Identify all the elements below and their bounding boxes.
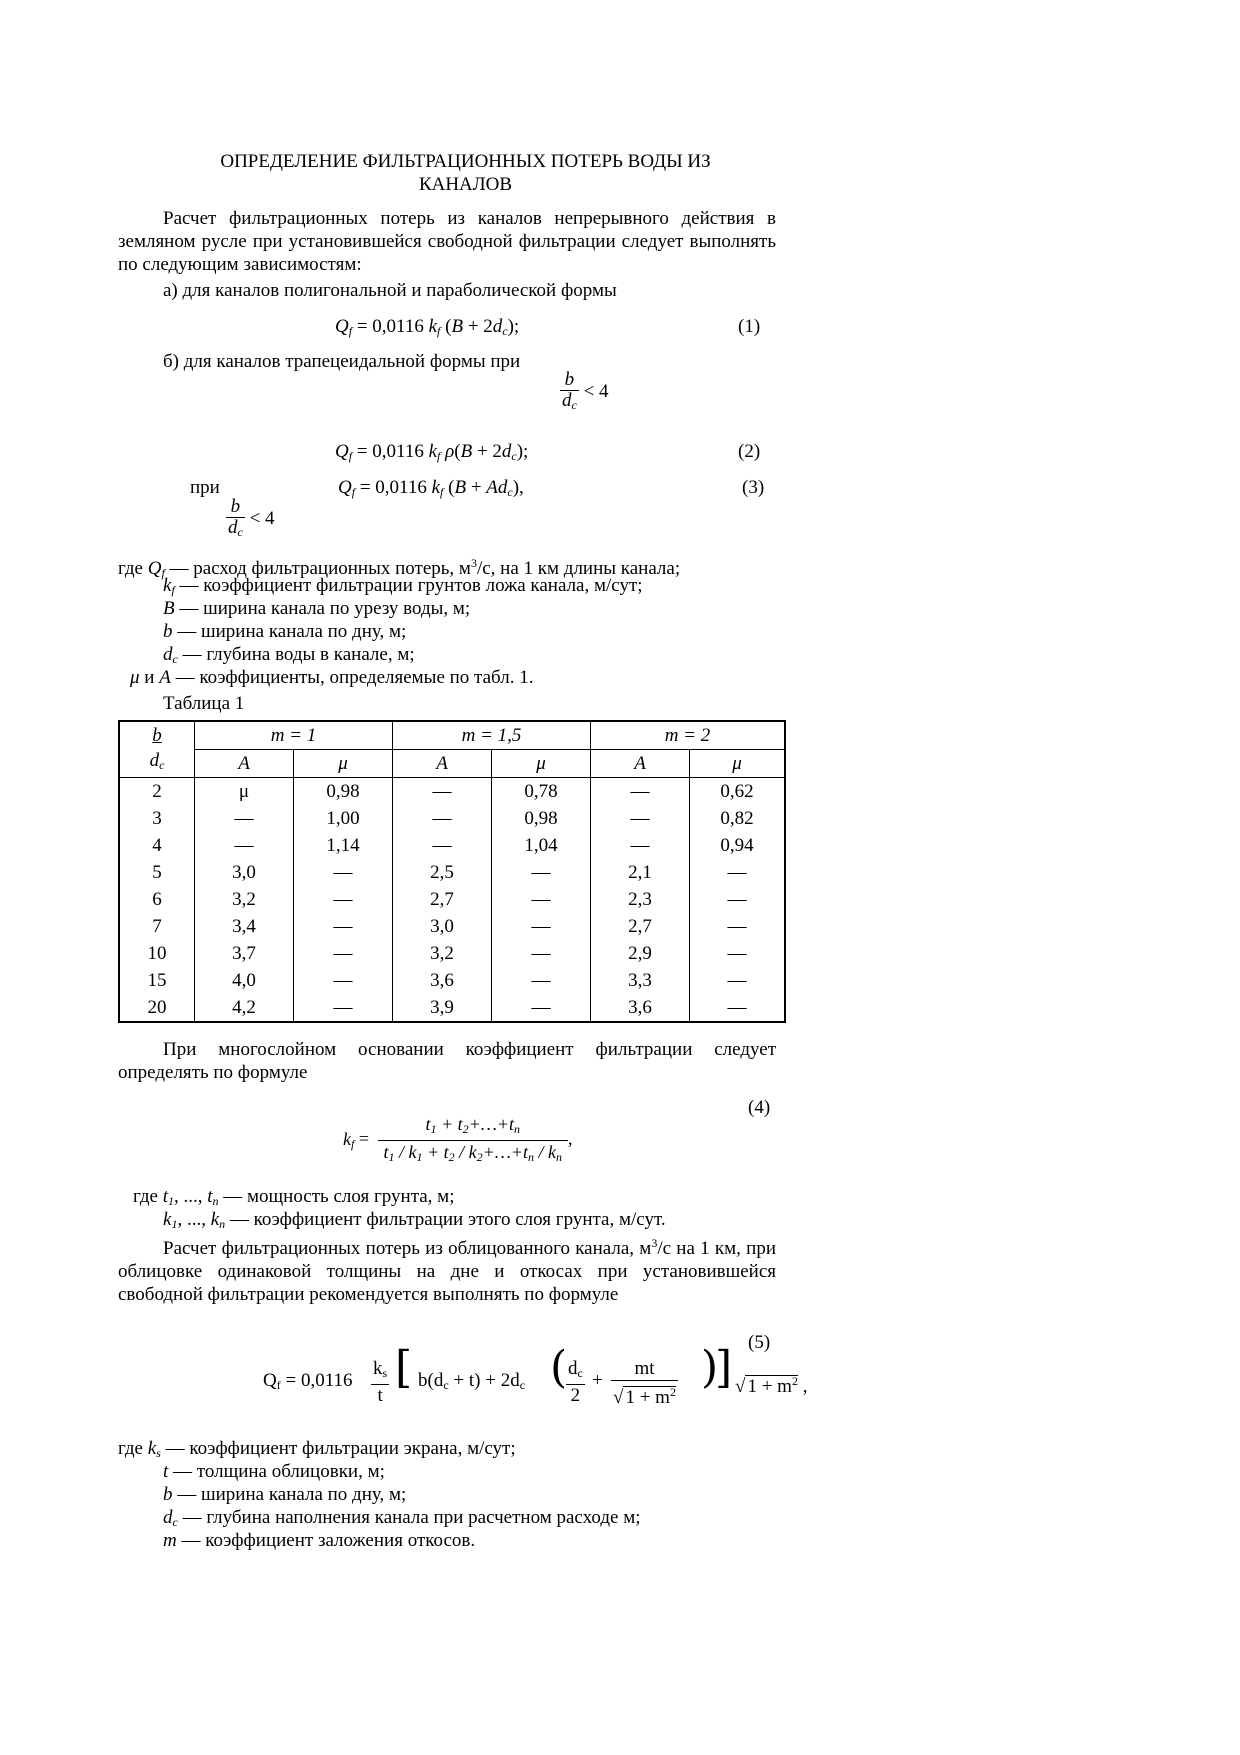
table-cell: 3: [119, 805, 195, 832]
table-cell: 0,82: [690, 805, 786, 832]
table-cell: 3,6: [393, 967, 492, 994]
table-cell: 2,7: [591, 913, 690, 940]
table-cell: —: [294, 967, 393, 994]
table-cell: 2,1: [591, 859, 690, 886]
table-cell: —: [294, 886, 393, 913]
header-dc: $d_c$: [119, 750, 195, 778]
table-cell: 3,7: [195, 940, 294, 967]
def-t: где $t_1$, ..., $t_n$ — мощность слоя грунта, м;: [133, 1186, 455, 1208]
table-cell: —: [591, 805, 690, 832]
subheader: A: [591, 750, 690, 778]
header-group: m = 1,5: [393, 721, 591, 750]
equation-5: $Q_f = 0,0116$ $\frac{k_s}{t}$ [ $b(d_c + t) + 2d_c$ ( $\frac{d_c}{2}$ + $\frac{mt}{√ 1 + m^2}$ ) ] √ $1 + m^2$ ,: [263, 1342, 808, 1408]
header-group: m = 1: [195, 721, 393, 750]
equation-4: $k_f$ = $\frac{t_1 + t_2+\dots+t_n}{t_1 / k_1 + t_2 / k_2+\dots+t_n / k_n}$ ,: [343, 1113, 572, 1168]
table-cell: —: [492, 913, 591, 940]
def-B: B — ширина канала по урезу воды, м;: [163, 598, 471, 619]
table-cell: 3,0: [393, 913, 492, 940]
subheader: A: [195, 750, 294, 778]
table-row: [119, 967, 785, 994]
table-cell: —: [690, 886, 786, 913]
coefficients-table: [118, 720, 786, 1023]
table-row: [119, 913, 785, 940]
case-b-text: б) для каналов трапецеидальной формы при: [163, 351, 521, 372]
table-cell: 4: [119, 832, 195, 859]
table-cell: —: [690, 940, 786, 967]
subheader: μ: [492, 750, 591, 778]
table-cell: —: [492, 859, 591, 886]
inequality-1: $\frac{b}{d_c}$ < 4: [560, 370, 609, 415]
table-cell: 3,2: [393, 940, 492, 967]
table-cell: 6: [119, 886, 195, 913]
table-cell: 0,98: [492, 805, 591, 832]
table-cell: —: [690, 967, 786, 994]
equation-1: $Q_f = 0,0116$ $k_f$ $(B + 2d_c)$;: [335, 316, 520, 338]
table-cell: —: [294, 994, 393, 1022]
table-cell: 3,3: [591, 967, 690, 994]
def-ks: где $k_s$ — коэффициент фильтрации экрана, м/сут;: [118, 1438, 516, 1460]
table-cell: —: [690, 994, 786, 1022]
table-cell: —: [294, 913, 393, 940]
table-row: [119, 832, 785, 859]
table-subheader-row: [119, 750, 785, 778]
table-row: [119, 859, 785, 886]
def-b2: b — ширина канала по дну, м;: [163, 1484, 407, 1505]
eq4-number: (4): [748, 1097, 771, 1118]
table-cell: 0,98: [294, 778, 393, 806]
table-cell: —: [195, 832, 294, 859]
table-cell: —: [492, 940, 591, 967]
table-cell: 5: [119, 859, 195, 886]
table-cell: 2,5: [393, 859, 492, 886]
table-cell: 15: [119, 967, 195, 994]
table-cell: 1,04: [492, 832, 591, 859]
table-cell: 1,14: [294, 832, 393, 859]
def-kf: $k_f$ — коэффициент фильтрации грунтов ложа канала, м/сут;: [163, 575, 643, 597]
eq3-number: (3): [742, 477, 765, 498]
table-row: [119, 805, 785, 832]
table-cell: 3,0: [195, 859, 294, 886]
table-row: [119, 940, 785, 967]
table-cell: 2,3: [591, 886, 690, 913]
table-cell: μ: [195, 778, 294, 806]
subheader: A: [393, 750, 492, 778]
inequality-2: $\frac{b}{d_c}$ < 4: [226, 497, 275, 542]
def-dc2: $d_c$ — глубина наполнения канала при расчетном расходе м;: [163, 1507, 641, 1529]
table-cell: 20: [119, 994, 195, 1022]
def-m: m — коэффициент заложения откосов.: [163, 1530, 476, 1551]
table-cell: 3,4: [195, 913, 294, 940]
def-qf: где $Q_f$ — расход фильтрационных потерь, $м^3/с$, на 1 км длины канала;: [118, 556, 681, 580]
page-title: ОПРЕДЕЛЕНИЕ ФИЛЬТРАЦИОННЫХ ПОТЕРЬ ВОДЫ ИЗ КАНАЛОВ: [220, 151, 711, 195]
table-cell: —: [393, 778, 492, 806]
table-cell: —: [294, 859, 393, 886]
table-row: [119, 994, 785, 1022]
table-cell: —: [492, 994, 591, 1022]
subheader: μ: [690, 750, 786, 778]
table-cell: —: [393, 805, 492, 832]
def-k: $k_1$, ..., $k_n$ — коэффициент фильтрации этого слоя грунта, м/сут.: [163, 1209, 666, 1231]
table-cell: 3,9: [393, 994, 492, 1022]
eq1-number: (1): [738, 316, 761, 337]
table-cell: 3,6: [591, 994, 690, 1022]
table-cell: 7: [119, 913, 195, 940]
table-cell: —: [591, 832, 690, 859]
lined-canal-paragraph: Расчет фильтрационных потерь из облицованного канала, $м^3/с$ на 1 км, при облицовке одинаковой толщины на дне и откосах при установившейся свободной фильтрации рекомендуется выполнять по формуле: [118, 1236, 776, 1305]
def-mu-A: μ и A — коэффициенты, определяемые по табл. 1.: [130, 667, 534, 688]
table-body: [119, 778, 785, 1023]
equation-2: $Q_f = 0,0116$ $k_f$ $\rho(B + 2d_c)$;: [335, 441, 529, 463]
table-caption: Таблица 1: [163, 693, 245, 714]
subheader: μ: [294, 750, 393, 778]
table-cell: 4,0: [195, 967, 294, 994]
table-cell: 10: [119, 940, 195, 967]
table-row: [119, 778, 785, 806]
table-cell: —: [690, 913, 786, 940]
table-row: [119, 886, 785, 913]
table-cell: 2,9: [591, 940, 690, 967]
table-cell: 0,78: [492, 778, 591, 806]
header-b: b: [119, 721, 195, 750]
case-a-text: а) для каналов полигональной и параболической формы: [163, 280, 617, 301]
header-group: m = 2: [591, 721, 786, 750]
table-cell: —: [393, 832, 492, 859]
equation-3: $Q_f = 0,0116$ $k_f$ $(B + Ad_c)$,: [338, 477, 524, 499]
table-cell: 2: [119, 778, 195, 806]
def-b: b — ширина канала по дну, м;: [163, 621, 407, 642]
table-cell: 0,62: [690, 778, 786, 806]
table-cell: 0,94: [690, 832, 786, 859]
table-cell: —: [690, 859, 786, 886]
table-cell: 2,7: [393, 886, 492, 913]
table-cell: 4,2: [195, 994, 294, 1022]
def-t2: t — толщина облицовки, м;: [163, 1461, 385, 1482]
table-cell: —: [195, 805, 294, 832]
eq3-prefix: при: [190, 477, 220, 498]
table-cell: —: [492, 886, 591, 913]
intro-paragraph: Расчет фильтрационных потерь из каналов непрерывного действия в земляном русле при установившейся свободной фильтрации следует выполнять по следующим зависимостям:: [118, 208, 776, 275]
table-cell: 3,2: [195, 886, 294, 913]
eq5-number: (5): [748, 1332, 771, 1353]
table-cell: 1,00: [294, 805, 393, 832]
table-cell: —: [591, 778, 690, 806]
multilayer-paragraph: При многослойном основании коэффициент фильтрации следует определять по формуле: [118, 1039, 776, 1083]
table-cell: —: [294, 940, 393, 967]
table-header-row: [119, 721, 785, 750]
eq2-number: (2): [738, 441, 761, 462]
def-dc: $d_c$ — глубина воды в канале, м;: [163, 644, 415, 666]
table-cell: —: [492, 967, 591, 994]
